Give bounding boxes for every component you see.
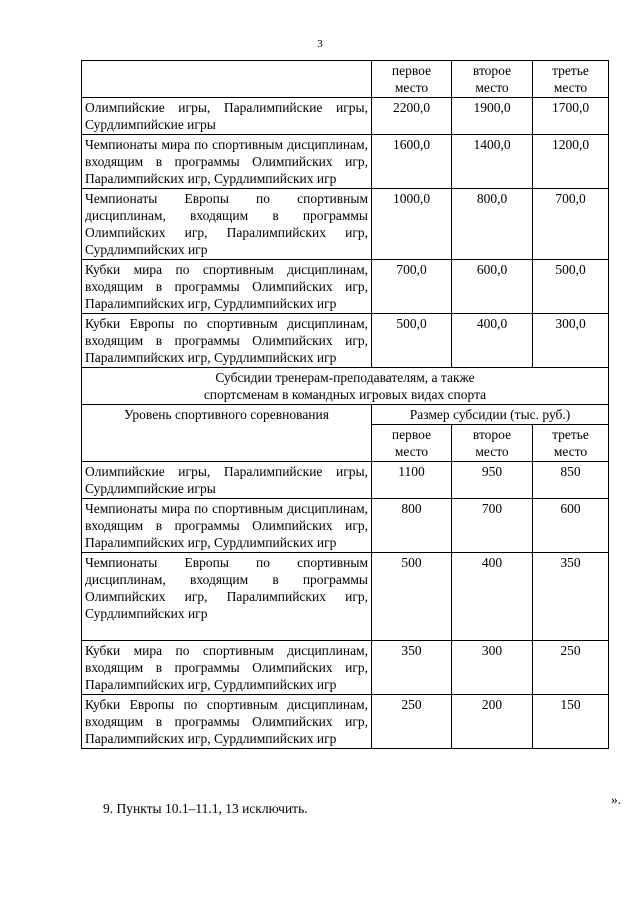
- third-place-value: 150: [533, 695, 609, 749]
- third-place-value: 600: [533, 499, 609, 553]
- table-row: [82, 260, 609, 314]
- first-place-value: 2200,0: [372, 98, 452, 135]
- level-cell: Кубки мира по спортивным дисциплинам, входящим в программы Олимпийских игр, Паралимпийских игр, Сурдлимпийских игр: [82, 260, 372, 314]
- first-place-value: 500: [372, 553, 452, 641]
- first-place-value: 700,0: [372, 260, 452, 314]
- third-place-value: 700,0: [533, 189, 609, 260]
- first-place-value: 350: [372, 641, 452, 695]
- third-place-value: 1700,0: [533, 98, 609, 135]
- table1-header-third-place: третье место: [533, 61, 609, 98]
- first-place-value: 1100: [372, 462, 452, 499]
- first-place-value: 1600,0: [372, 135, 452, 189]
- level-cell: Чемпионаты мира по спортивным дисциплинам, входящим в программы Олимпийских игр, Паралимпийских игр, Сурдлимпийских игр: [82, 135, 372, 189]
- table-row: [82, 695, 609, 749]
- level-cell: Кубки мира по спортивным дисциплинам, входящим в программы Олимпийских игр, Паралимпийских игр, Сурдлимпийских игр: [82, 641, 372, 695]
- table-row: [82, 462, 609, 499]
- second-place-value: 1400,0: [452, 135, 533, 189]
- table-row: [82, 499, 609, 553]
- level-column-header: Уровень спортивного соревнования: [82, 405, 372, 462]
- second-place-value: 950: [452, 462, 533, 499]
- second-place-value: 200: [452, 695, 533, 749]
- closing-quote: ».: [611, 792, 622, 807]
- table-row: [82, 641, 609, 695]
- third-place-value: 1200,0: [533, 135, 609, 189]
- first-place-value: 500,0: [372, 314, 452, 368]
- second-place-value: 1900,0: [452, 98, 533, 135]
- level-cell: Чемпионаты Европы по спортивным дисциплинам, входящим в программы Олимпийских игр, Паралимпийских игр, Сурдлимпийских игр: [82, 553, 372, 641]
- section-title-line-1: Субсидии тренерам-преподавателям, а также: [215, 370, 475, 385]
- level-cell: Кубки Европы по спортивным дисциплинам, входящим в программы Олимпийских игр, Паралимпийских игр, Сурдлимпийских игр: [82, 314, 372, 368]
- level-cell: Кубки Европы по спортивным дисциплинам, входящим в программы Олимпийских игр, Паралимпийских игр, Сурдлимпийских игр: [82, 695, 372, 749]
- table1-header-row: [82, 61, 609, 98]
- table1-header-second-place: второе место: [452, 61, 533, 98]
- table-row: [82, 189, 609, 260]
- table1-header-first-place: первое место: [372, 61, 452, 98]
- table2-header-first-place: первое место: [372, 425, 452, 462]
- table-row: [82, 98, 609, 135]
- second-place-value: 700: [452, 499, 533, 553]
- amount-column-header: Размер субсидии (тыс. руб.): [372, 405, 609, 425]
- table2-header-third-place: третье место: [533, 425, 609, 462]
- paragraph-9: 9. Пункты 10.1–11.1, 13 исключить.: [103, 801, 308, 816]
- level-cell: Олимпийские игры, Паралимпийские игры, Сурдлимпийские игры: [82, 462, 372, 499]
- first-place-value: 1000,0: [372, 189, 452, 260]
- table-row: [82, 553, 609, 641]
- page-number: 3: [317, 38, 323, 50]
- second-place-value: 300: [452, 641, 533, 695]
- table2-header-row: [82, 405, 609, 425]
- level-cell: Олимпийские игры, Паралимпийские игры, Сурдлимпийские игры: [82, 98, 372, 135]
- third-place-value: 250: [533, 641, 609, 695]
- section-title-row: [82, 368, 609, 405]
- third-place-value: 500,0: [533, 260, 609, 314]
- second-place-value: 800,0: [452, 189, 533, 260]
- section-title: [82, 368, 609, 405]
- second-place-value: 600,0: [452, 260, 533, 314]
- first-place-value: 250: [372, 695, 452, 749]
- second-place-value: 400,0: [452, 314, 533, 368]
- table-row: [82, 135, 609, 189]
- table1-header-empty-cell: [82, 61, 372, 98]
- section-title-line-2: спортсменам в командных игровых видах спорта: [203, 387, 487, 402]
- second-place-value: 400: [452, 553, 533, 641]
- subsidy-table: [81, 60, 609, 749]
- third-place-value: 350: [533, 553, 609, 641]
- third-place-value: 300,0: [533, 314, 609, 368]
- table-row: [82, 314, 609, 368]
- third-place-value: 850: [533, 462, 609, 499]
- table2-header-second-place: второе место: [452, 425, 533, 462]
- first-place-value: 800: [372, 499, 452, 553]
- level-cell: Чемпионаты Европы по спортивным дисциплинам, входящим в программы Олимпийских игр, Паралимпийских игр, Сурдлимпийских игр: [82, 189, 372, 260]
- level-cell: Чемпионаты мира по спортивным дисциплинам, входящим в программы Олимпийских игр, Паралимпийских игр, Сурдлимпийских игр: [82, 499, 372, 553]
